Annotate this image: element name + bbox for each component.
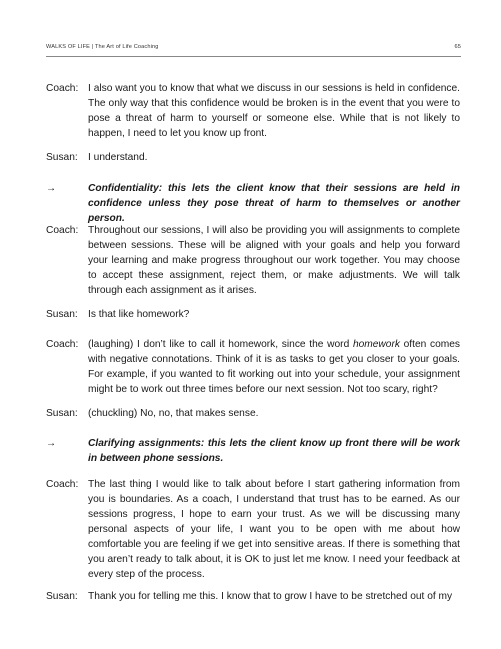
speaker-label: Susan: — [46, 408, 78, 419]
dialogue-entry — [46, 150, 460, 165]
speech-text: I also want you to know that what we discuss in our sessions is held in confidence. The only way that this confidence would be broken is in the event that you were to pose a threat of harm to yourself or someone else. While that is not likely to happen, I need to let you know up front. — [88, 83, 460, 139]
emphasized-word: homework — [352, 339, 400, 350]
dialogue-entry — [46, 81, 460, 141]
speaker-label: Susan: — [46, 309, 78, 320]
speaker-label: Susan: — [46, 152, 78, 163]
arrow-icon: → — [46, 183, 57, 194]
speech-text-part: (laughing) I don’t like to call it homework, since the word — [88, 339, 353, 350]
speech-text: Throughout our sessions, I will also be providing you will assignments to complete between sessions. These will be aligned with your goals and help you forward your learning and make progress throughout our work together. You may choose to accept these assignment, reject them, or make adjustments. We will talk through each assignment as it arises. — [88, 225, 460, 296]
speech-text — [88, 337, 460, 397]
speech-text: I understand. — [88, 152, 148, 163]
note-text: Confidentiality: this lets the client know that their sessions are held in confidence unless they pose threat of harm to themselves or another person. — [88, 183, 460, 224]
header-rule — [46, 56, 461, 57]
annotation-note — [46, 436, 460, 466]
speech-text: Is that like homework? — [88, 309, 190, 320]
dialogue-entry — [46, 337, 460, 397]
speaker-label: Coach: — [46, 225, 79, 236]
speaker-label: Coach: — [46, 479, 79, 490]
speaker-label: Susan: — [46, 591, 78, 602]
note-text: Clarifying assignments: this lets the client know up front there will be work in between phone sessions. — [88, 438, 460, 464]
dialogue-entry — [46, 406, 460, 421]
running-header — [46, 44, 461, 56]
arrow-icon: → — [46, 438, 57, 449]
speech-text: The last thing I would like to talk about before I start gathering information from you is boundaries. As a coach, I understand that trust has to be earned. As our sessions progress, I hope to earn your trust. As we will be discussing many personal aspects of your life, I want you to be open with me about how comfortable you are feeling if we get into sensitive areas. If there is something that you aren’t ready to talk about, it is OK to just let me know. I need your feedback at every step of the process. — [88, 479, 460, 580]
speech-text: (chuckling) No, no, that makes sense. — [88, 408, 259, 419]
dialogue-entry — [46, 223, 460, 298]
dialogue-entry — [46, 307, 460, 322]
speaker-label: Coach: — [46, 339, 79, 350]
speaker-label: Coach: — [46, 83, 79, 94]
annotation-note — [46, 181, 460, 226]
page-number: 65 — [454, 44, 461, 50]
speech-text: Thank you for telling me this. I know that to grow I have to be stretched out of my — [88, 591, 453, 602]
speech-text-part: often comes with negative connotations. Think of it is as tasks to get you closer to your goals. For example, if you wanted to fit working out into your schedule, your assignment might be to work out three times before our next session. Not too scary, right? — [88, 339, 460, 395]
running-title: WALKS OF LIFE | The Art of Life Coaching — [46, 44, 159, 50]
dialogue-entry — [46, 477, 460, 582]
dialogue-entry — [46, 589, 460, 604]
